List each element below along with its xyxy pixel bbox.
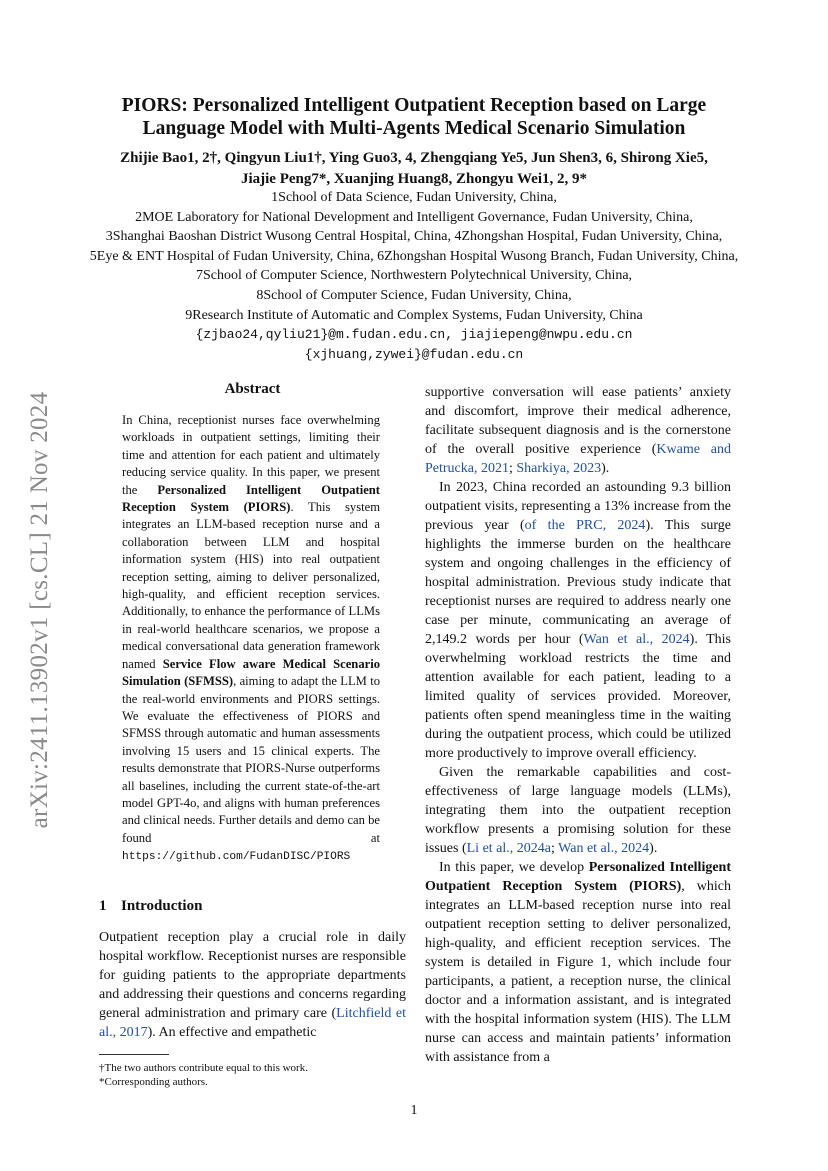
affiliation-line: 5Eye & ENT Hospital of Fudan University, China, 6Zhongshan Hospital Wusong Branch, Fudan University, China, — [89, 248, 739, 264]
authors-line-1: Zhijie Bao1, 2†, Qingyun Liu1†, Ying Guo3, 4, Zhengqiang Ye5, Jun Shen3, 6, Shirong Xie5, — [120, 150, 708, 166]
affiliation-line: 2MOE Laboratory for National Development and Intelligent Governance, Fudan University, China, — [135, 209, 693, 225]
paragraph-text: ). — [601, 461, 610, 476]
section-title: Introduction — [121, 897, 203, 914]
paragraph-text: ). An effective and empathetic — [147, 1024, 317, 1040]
paragraph-text: Given the remarkable capabilities and cost-effectiveness of large language models (LLMs), integrating them into the outpatient reception workflow presents a promising solution for these issues ( — [425, 765, 731, 856]
footnote: †The two authors contribute equal to this work. — [99, 1061, 308, 1074]
footnote-rule — [99, 1054, 169, 1055]
paragraph-text: In this paper, we develop — [439, 860, 589, 875]
citation-link[interactable]: Wan et al., 2024 — [558, 841, 650, 856]
citation-separator: ; — [551, 841, 559, 856]
section-number: 1 — [99, 897, 107, 914]
email-line: {xjhuang,zywei}@fudan.edu.cn — [304, 346, 524, 362]
authors-line-2: Jiajie Peng7*, Xuanjing Huang8, Zhongyu Wei1, 2, 9* — [240, 171, 588, 187]
abstract-body — [122, 412, 380, 867]
left-column — [99, 380, 406, 1090]
citation-link[interactable]: Sharkiya, 2023 — [516, 461, 602, 476]
paragraph-text: Outpatient reception play a crucial role in daily hospital workflow. Receptionist nurses are responsible for guiding patients to the appropriate departments and addressing their questions and concerns regarding general administration and primary care ( — [99, 929, 406, 1021]
arxiv-stamp — [20, 360, 60, 860]
citation-link[interactable]: Kwame and Petrucka, 2021 — [425, 442, 731, 476]
citation-link[interactable]: Litchfield et al., 2017 — [99, 1005, 406, 1040]
body-paragraph — [425, 858, 731, 1067]
github-link[interactable]: https://github.com/FudanDISC/PIORS — [122, 851, 351, 864]
paper-title — [60, 94, 768, 140]
section-heading-introduction — [99, 897, 406, 916]
body-paragraph — [425, 383, 731, 478]
email-line: {zjbao24,qyliu21}@m.fudan.edu.cn, jiajiepeng@nwpu.edu.cn — [195, 327, 633, 343]
page-number: 1 — [410, 1103, 418, 1118]
affiliation-line: 7School of Computer Science, Northwestern Polytechnical University, China, — [195, 268, 633, 284]
paragraph-text: In 2023, China recorded an astounding 9.3 billion outpatient visits, representing a 13% increase from the previous year ( — [425, 480, 731, 533]
abstract-text: , aiming to adapt the LLM to the real-world environments and PIORS settings. We evaluate the effectiveness of PIORS and SFMSS through automatic and human assessments involving 15 users and 15 clinical experts. The results demonstrate that PIORS-Nurse outperforms all baselines, including the current state-of-the-art model GPT-4o, and aligns with human preferences and clinical needs. Further details and demo can be found at — [122, 674, 380, 845]
abstract-heading: Abstract — [224, 381, 281, 397]
body-paragraph — [425, 478, 731, 763]
author-list — [60, 148, 768, 190]
paragraph-text: , which integrates an LLM-based reception nurse into real outpatient reception setting to deliver personalized, high-quality, and efficient reception services. The system is detailed in Figure 1, which include four participants, a patient, a reception nurse, the clinical doctor and a information assistant, and is integrated with the hospital information system (HIS). The LLM nurse can access and maintain patients’ information with assistance from a — [425, 879, 731, 1065]
paragraph-text: ). This overwhelming workload restricts the time and attention available for each patient, leading to a limited quality of services provided. Moreover, patients often spend meaningless time in the waiting during the outpatient process, which could be utilized more productively to improve overall efficiency. — [425, 632, 731, 761]
right-column — [425, 383, 731, 1067]
affiliation-line: 1School of Data Science, Fudan University, China, — [271, 190, 557, 205]
intro-paragraph — [99, 928, 406, 1042]
citation-link[interactable]: Wan et al., 2024 — [583, 632, 690, 647]
abstract-bold-sfmss: Service Flow aware Medical Scenario Simulation (SFMSS) — [122, 656, 380, 689]
affiliation-line: 8School of Computer Science, Fudan University, China, — [256, 287, 572, 303]
affiliation-line: 3Shanghai Baoshan District Wusong Central Hospital, China, 4Zhongshan Hospital, Fudan University, China, — [105, 229, 723, 245]
bold-system-name: Personalized Intelligent Outpatient Reception System (PIORS) — [425, 860, 731, 894]
abstract-text: . This system integrates an LLM-based reception nurse and a collaboration between LLM and hospital information system (HIS) into real outpatient reception setting, aiming to deliver personalized, high-quality, and efficient reception services. Additionally, to enhance the performance of LLMs in real-world healthcare scenarios, we propose a medical conversational data generation framework named — [122, 500, 381, 671]
paragraph-text: ). This surge highlights the immerse burden on the healthcare system and ongoing challenges in the efficiency of hospital administration. Previous study indicate that receptionist nurses are required to address nearly one case per minute, communicating an average of 2,149.2 words per hour ( — [425, 518, 731, 647]
citation-separator: ; — [508, 461, 517, 476]
title-line-2: Language Model with Multi-Agents Medical Scenario Simulation — [142, 118, 686, 139]
abstract-bold-piors: Personalized Intelligent Outpatient Reception System (PIORS) — [122, 482, 380, 515]
affiliations — [20, 188, 808, 364]
arxiv-stamp-text: arXiv:2411.13902v1 [cs.CL] 21 Nov 2024 — [26, 391, 53, 829]
title-line-1: PIORS: Personalized Intelligent Outpatient Reception based on Large — [121, 95, 707, 116]
footnote: *Corresponding authors. — [99, 1076, 208, 1089]
footnotes — [99, 1061, 406, 1090]
body-paragraph — [425, 763, 731, 858]
citation-link[interactable]: Li et al., 2024a — [466, 841, 551, 856]
paragraph-text: supportive conversation will ease patients’ anxiety and discomfort, improve their medical adherence, facilitate subsequent diagnosis and is the cornerstone of the overall positive experience ( — [425, 385, 731, 457]
affiliation-line: 9Research Institute of Automatic and Complex Systems, Fudan University, China — [185, 307, 643, 323]
paragraph-text: ). — [649, 841, 658, 856]
citation-link[interactable]: of the PRC, 2024 — [524, 518, 646, 533]
abstract-text: In China, receptionist nurses face overwhelming workloads in outpatient settings, limiting their time and attention for each patient and ultimately reducing service quality. In this paper, we present the — [122, 413, 380, 497]
